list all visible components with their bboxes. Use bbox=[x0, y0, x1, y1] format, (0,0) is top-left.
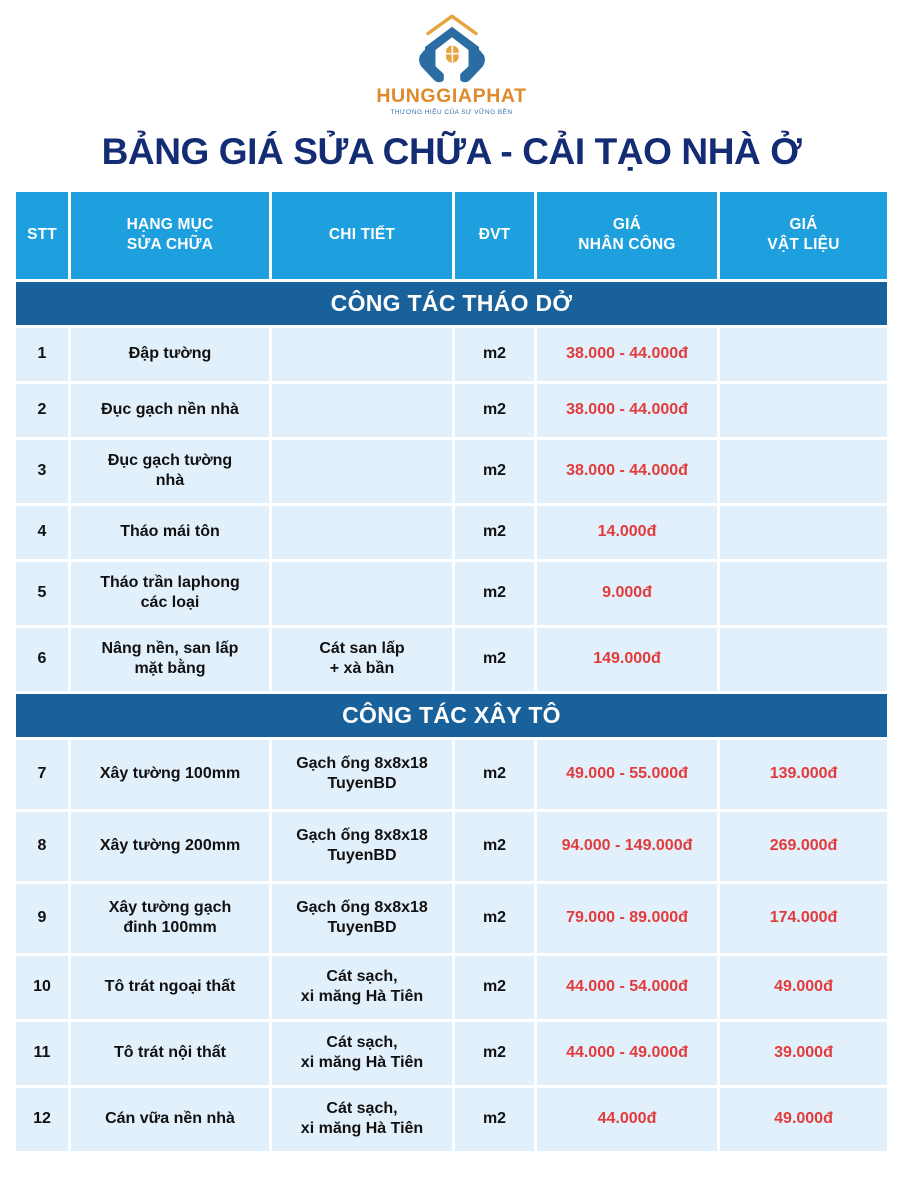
cell-detail-line-1: Gạch ống 8x8x18 bbox=[296, 755, 428, 773]
cell-labor-price: 49.000 - 55.000đ bbox=[537, 740, 720, 812]
cell-labor-price: 14.000đ bbox=[537, 506, 720, 562]
cell-detail-line-2: + xà bần bbox=[329, 660, 395, 678]
cell-item-line-1: Tô trát ngoại thất bbox=[104, 978, 236, 996]
cell-stt: 8 bbox=[16, 812, 71, 884]
column-header-detail bbox=[272, 192, 455, 282]
cell-unit: m2 bbox=[455, 884, 537, 956]
cell-item-line-1: Xây tường 100mm bbox=[99, 765, 241, 783]
cell-detail-line-2: xi măng Hà Tiên bbox=[300, 1054, 424, 1072]
cell-item-line-2: mặt bằng bbox=[134, 660, 206, 678]
cell-labor-price: 44.000 - 54.000đ bbox=[537, 956, 720, 1022]
column-header-labor-price bbox=[537, 192, 720, 282]
cell-detail bbox=[272, 328, 455, 384]
cell-unit: m2 bbox=[455, 506, 537, 562]
cell-material-price: 139.000đ bbox=[720, 740, 887, 812]
cell-item bbox=[71, 812, 272, 884]
cell-material-price bbox=[720, 440, 887, 506]
cell-stt: 5 bbox=[16, 562, 71, 628]
cell-detail-line-1: Gạch ống 8x8x18 bbox=[296, 899, 428, 917]
cell-item-line-2: các loại bbox=[140, 594, 200, 612]
cell-stt: 11 bbox=[16, 1022, 71, 1088]
cell-labor-price: 149.000đ bbox=[537, 628, 720, 694]
header-line-2: SỬA CHỮA bbox=[126, 236, 214, 254]
column-header-item bbox=[71, 192, 272, 282]
cell-detail bbox=[272, 440, 455, 506]
cell-item-line-1: Đục gạch nền nhà bbox=[101, 401, 239, 419]
cell-item bbox=[71, 1022, 272, 1088]
cell-detail bbox=[272, 884, 455, 956]
price-table bbox=[16, 192, 887, 1154]
header-line-1: GIÁ bbox=[789, 216, 818, 234]
table-row bbox=[16, 1022, 887, 1088]
price-table-container bbox=[16, 192, 887, 1154]
cell-stt: 12 bbox=[16, 1088, 71, 1154]
cell-unit: m2 bbox=[455, 384, 537, 440]
cell-unit: m2 bbox=[455, 1022, 537, 1088]
cell-item bbox=[71, 328, 272, 384]
cell-item-line-1: Xây tường gạch bbox=[108, 899, 232, 917]
cell-item bbox=[71, 384, 272, 440]
cell-item bbox=[71, 956, 272, 1022]
cell-stt: 10 bbox=[16, 956, 71, 1022]
table-row bbox=[16, 440, 887, 506]
cell-stt: 1 bbox=[16, 328, 71, 384]
cell-item-line-1: Tháo mái tôn bbox=[120, 523, 220, 541]
cell-item-line-1: Đập tường bbox=[128, 345, 212, 363]
page-title: BẢNG GIÁ SỬA CHỮA - CẢI TẠO NHÀ Ở bbox=[101, 130, 802, 172]
header-line-2: NHÂN CÔNG bbox=[578, 236, 676, 254]
section-header-row bbox=[16, 282, 887, 328]
cell-stt: 6 bbox=[16, 628, 71, 694]
cell-labor-price: 9.000đ bbox=[537, 562, 720, 628]
table-row bbox=[16, 328, 887, 384]
header-line-1: GIÁ bbox=[612, 216, 642, 234]
cell-stt: 2 bbox=[16, 384, 71, 440]
cell-item-line-1: Tô trát nội thất bbox=[114, 1044, 226, 1062]
cell-detail-line-2: TuyenBD bbox=[327, 847, 397, 865]
cell-unit: m2 bbox=[455, 740, 537, 812]
cell-unit: m2 bbox=[455, 440, 537, 506]
cell-labor-price: 38.000 - 44.000đ bbox=[537, 440, 720, 506]
cell-detail bbox=[272, 740, 455, 812]
logo-tagline: THƯƠNG HIỆU CỦA SỰ VỮNG BỀN bbox=[390, 108, 513, 116]
cell-unit: m2 bbox=[455, 956, 537, 1022]
cell-labor-price: 38.000 - 44.000đ bbox=[537, 328, 720, 384]
cell-material-price bbox=[720, 328, 887, 384]
header-line-1: HẠNG MỤC bbox=[126, 216, 214, 234]
cell-labor-price: 79.000 - 89.000đ bbox=[537, 884, 720, 956]
cell-detail-line-1: Cát sạch, bbox=[326, 968, 398, 986]
header-line-1: ĐVT bbox=[478, 226, 511, 244]
cell-item bbox=[71, 1088, 272, 1154]
cell-item-line-1: Nâng nền, san lấp bbox=[101, 640, 239, 658]
table-row bbox=[16, 812, 887, 884]
cell-labor-price: 44.000đ bbox=[537, 1088, 720, 1154]
table-row bbox=[16, 1088, 887, 1154]
cell-item-line-1: Đục gạch tường bbox=[107, 452, 233, 470]
cell-detail-line-1: Cát sạch, bbox=[326, 1034, 398, 1052]
cell-detail-line-2: xi măng Hà Tiên bbox=[300, 988, 424, 1006]
cell-unit: m2 bbox=[455, 328, 537, 384]
cell-item bbox=[71, 562, 272, 628]
table-row bbox=[16, 740, 887, 812]
table-body bbox=[16, 282, 887, 1154]
cell-stt: 9 bbox=[16, 884, 71, 956]
cell-item bbox=[71, 440, 272, 506]
cell-unit: m2 bbox=[455, 812, 537, 884]
cell-stt: 7 bbox=[16, 740, 71, 812]
cell-material-price bbox=[720, 562, 887, 628]
cell-material-price bbox=[720, 628, 887, 694]
table-row bbox=[16, 628, 887, 694]
section-header-row bbox=[16, 694, 887, 740]
cell-item bbox=[71, 740, 272, 812]
column-header-unit bbox=[455, 192, 537, 282]
column-header-stt bbox=[16, 192, 71, 282]
header-line-2: VẬT LIỆU bbox=[767, 236, 840, 254]
cell-material-price bbox=[720, 506, 887, 562]
cell-detail-line-1: Cát san lấp bbox=[319, 640, 405, 658]
cell-detail-line-1: Cát sạch, bbox=[326, 1100, 398, 1118]
cell-material-price: 49.000đ bbox=[720, 956, 887, 1022]
header-line-1: CHI TIẾT bbox=[328, 226, 396, 244]
house-in-hands-icon bbox=[414, 14, 490, 86]
cell-detail-line-2: TuyenBD bbox=[327, 775, 397, 793]
cell-detail bbox=[272, 812, 455, 884]
logo-wordmark: HUNGGIAPHAT bbox=[376, 85, 527, 107]
table-row bbox=[16, 384, 887, 440]
header-row bbox=[16, 192, 887, 282]
cell-item bbox=[71, 628, 272, 694]
cell-detail bbox=[272, 1088, 455, 1154]
cell-detail-line-2: TuyenBD bbox=[327, 919, 397, 937]
cell-detail-line-1: Gạch ống 8x8x18 bbox=[296, 827, 428, 845]
column-header-material-price bbox=[720, 192, 887, 282]
cell-item bbox=[71, 884, 272, 956]
cell-detail bbox=[272, 384, 455, 440]
cell-unit: m2 bbox=[455, 562, 537, 628]
header-line-1: STT bbox=[27, 226, 57, 244]
cell-material-price: 269.000đ bbox=[720, 812, 887, 884]
cell-detail bbox=[272, 956, 455, 1022]
brand-logo bbox=[0, 0, 903, 116]
section-title: CÔNG TÁC THÁO DỞ bbox=[16, 282, 887, 328]
cell-item-line-2: nhà bbox=[155, 472, 185, 490]
cell-material-price: 39.000đ bbox=[720, 1022, 887, 1088]
table-row bbox=[16, 884, 887, 956]
table-header bbox=[16, 192, 887, 282]
section-title: CÔNG TÁC XÂY TÔ bbox=[16, 694, 887, 740]
cell-stt: 3 bbox=[16, 440, 71, 506]
cell-detail bbox=[272, 562, 455, 628]
cell-labor-price: 94.000 - 149.000đ bbox=[537, 812, 720, 884]
table-row bbox=[16, 506, 887, 562]
cell-material-price: 49.000đ bbox=[720, 1088, 887, 1154]
cell-detail bbox=[272, 506, 455, 562]
table-row bbox=[16, 562, 887, 628]
cell-item-line-1: Tháo trần laphong bbox=[100, 574, 240, 592]
cell-item-line-1: Cán vữa nền nhà bbox=[105, 1110, 235, 1128]
cell-labor-price: 44.000 - 49.000đ bbox=[537, 1022, 720, 1088]
cell-unit: m2 bbox=[455, 1088, 537, 1154]
cell-item bbox=[71, 506, 272, 562]
cell-detail bbox=[272, 628, 455, 694]
cell-item-line-2: đinh 100mm bbox=[123, 919, 217, 937]
cell-detail-line-2: xi măng Hà Tiên bbox=[300, 1120, 424, 1138]
cell-detail bbox=[272, 1022, 455, 1088]
cell-labor-price: 38.000 - 44.000đ bbox=[537, 384, 720, 440]
table-row bbox=[16, 956, 887, 1022]
cell-unit: m2 bbox=[455, 628, 537, 694]
cell-material-price: 174.000đ bbox=[720, 884, 887, 956]
cell-item-line-1: Xây tường 200mm bbox=[99, 837, 241, 855]
cell-stt: 4 bbox=[16, 506, 71, 562]
cell-material-price bbox=[720, 384, 887, 440]
